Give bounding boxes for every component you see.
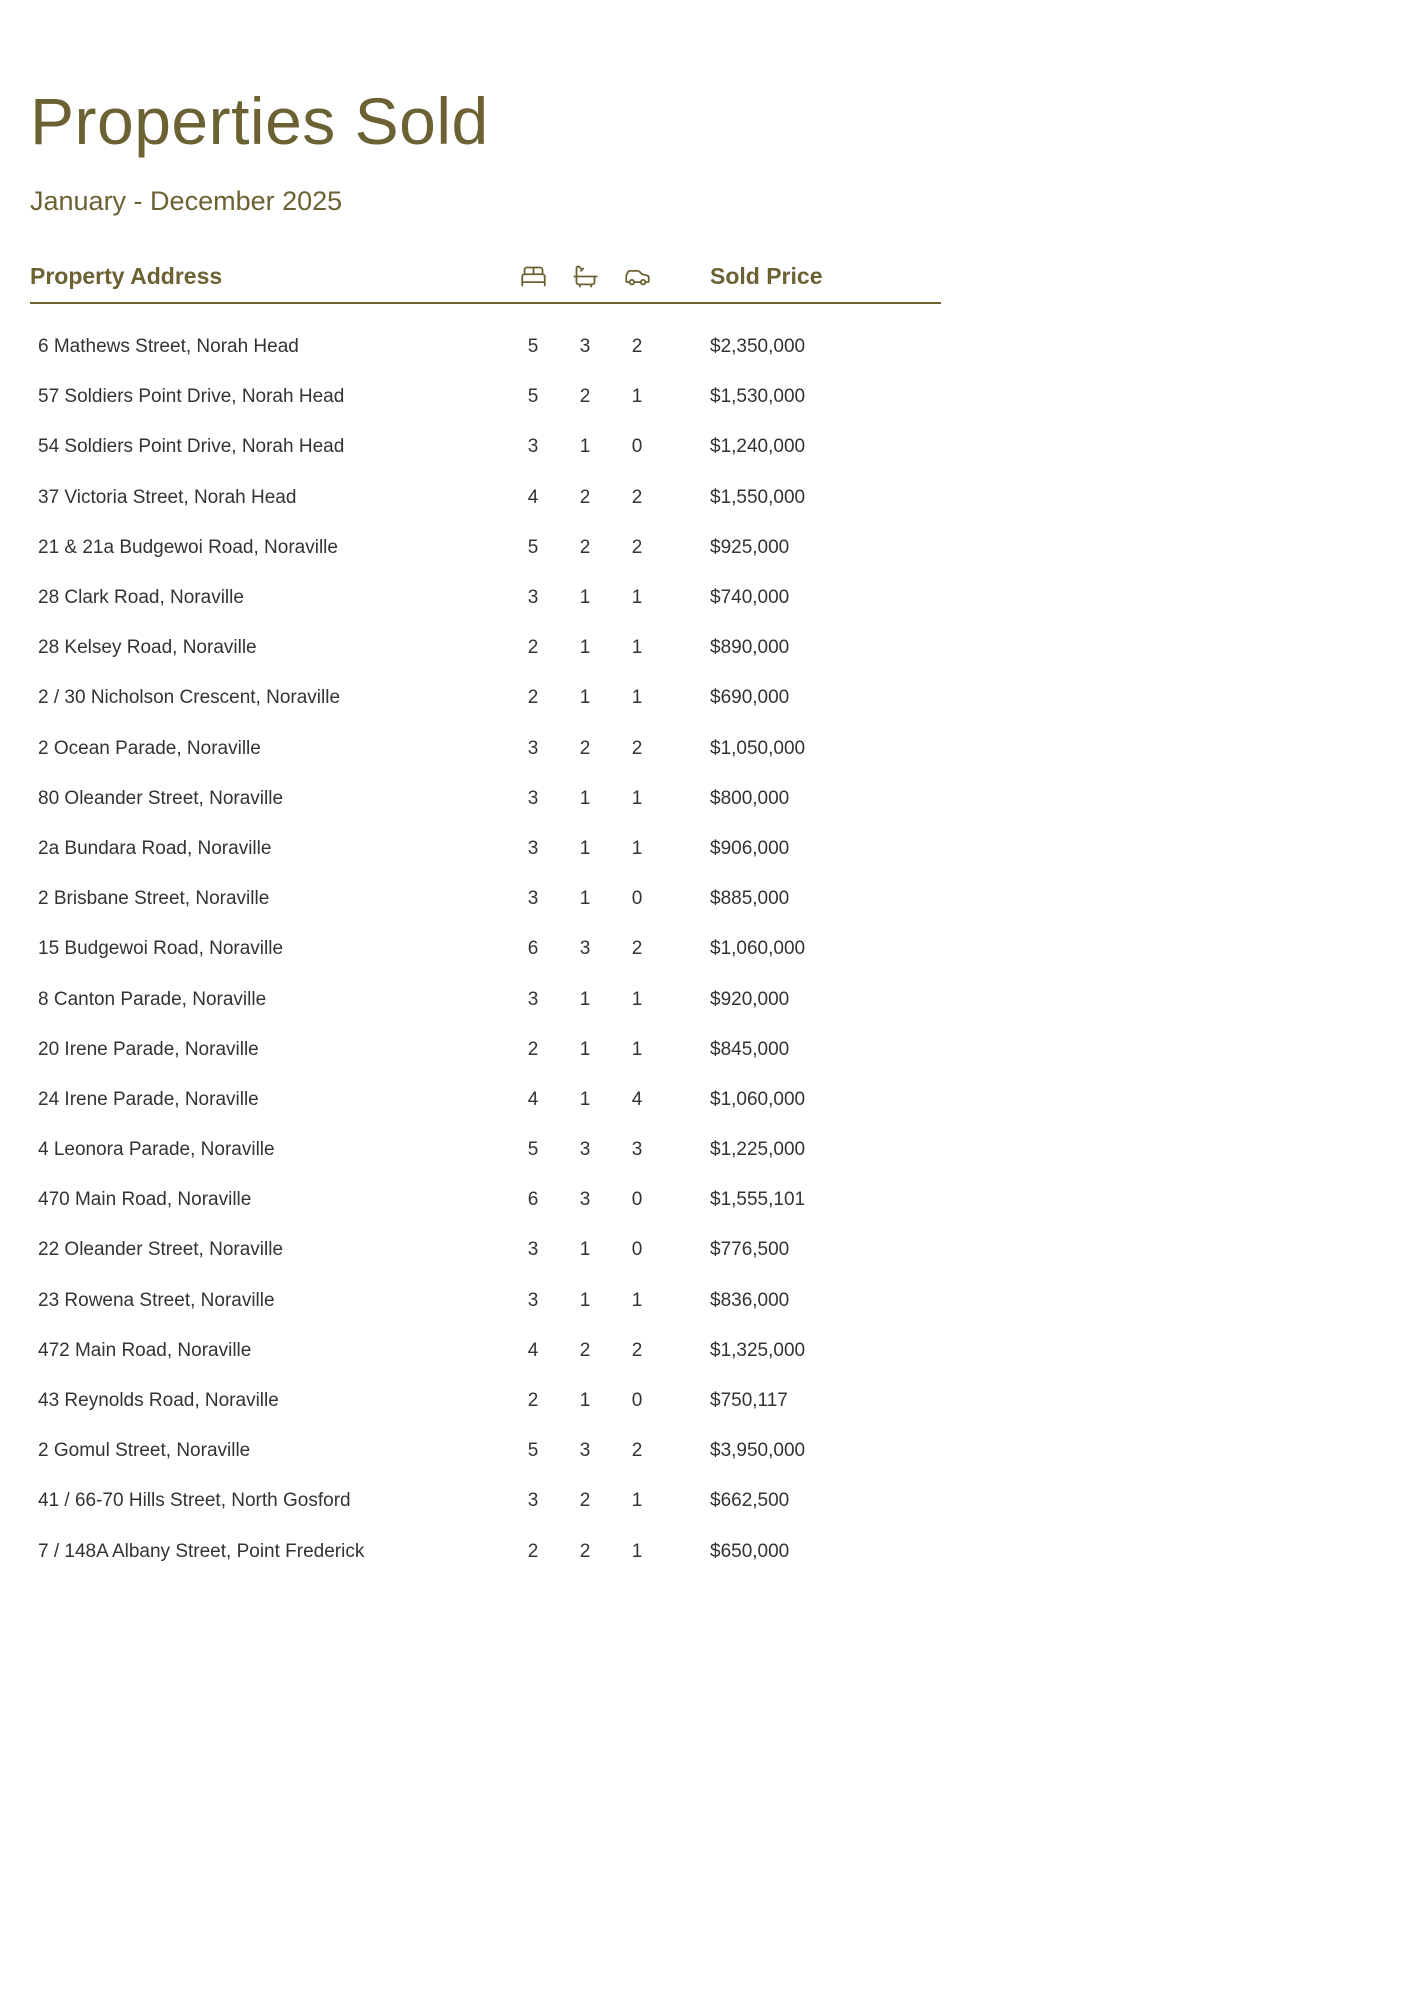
row-baths-count: 1 (579, 787, 591, 809)
row-address: 472 Main Road, Noraville (38, 1339, 252, 1361)
row-address: 4 Leonora Parade, Noraville (38, 1139, 275, 1161)
table-row (30, 523, 941, 573)
row-beds-count: 5 (527, 1440, 539, 1462)
row-address: 80 Oleander Street, Noraville (38, 787, 284, 809)
row-cars-count: 1 (631, 1540, 643, 1562)
row-baths-count: 1 (579, 988, 591, 1010)
row-baths-count: 1 (579, 1239, 591, 1261)
row-cars-count: 2 (631, 536, 643, 558)
row-cars-count: 1 (631, 988, 643, 1010)
table-row (30, 322, 941, 372)
page-title: Properties Sold (30, 84, 489, 158)
row-address: 22 Oleander Street, Noraville (38, 1239, 284, 1261)
table-row (30, 372, 941, 422)
row-address: 37 Victoria Street, Norah Head (38, 486, 297, 508)
row-sold-price: $1,555,101 (710, 1189, 806, 1211)
row-address: 21 & 21a Budgewoi Road, Noraville (38, 536, 338, 558)
table-row (30, 1025, 941, 1075)
row-cars-count: 1 (631, 787, 643, 809)
table-row (30, 1276, 941, 1326)
row-baths-count: 3 (579, 938, 591, 960)
row-baths-count: 2 (579, 386, 591, 408)
row-cars-count: 1 (631, 587, 643, 609)
row-cars-count: 2 (631, 1339, 643, 1361)
row-cars-count: 4 (631, 1088, 643, 1110)
table-row (30, 724, 941, 774)
row-sold-price: $800,000 (710, 787, 790, 809)
header-property-address: Property Address (30, 263, 223, 289)
row-baths-count: 1 (579, 587, 591, 609)
row-beds-count: 2 (527, 1390, 539, 1412)
row-sold-price: $920,000 (710, 988, 790, 1010)
row-beds-count: 3 (527, 837, 539, 859)
row-cars-count: 0 (631, 1239, 643, 1261)
row-beds-count: 3 (527, 436, 539, 458)
row-beds-count: 3 (527, 1239, 539, 1261)
row-baths-count: 1 (579, 837, 591, 859)
row-baths-count: 1 (579, 1289, 591, 1311)
row-cars-count: 0 (631, 888, 643, 910)
row-address: 20 Irene Parade, Noraville (38, 1038, 259, 1060)
row-beds-count: 5 (527, 336, 539, 358)
table-row (30, 1376, 941, 1426)
table-row (30, 1175, 941, 1225)
row-address: 8 Canton Parade, Noraville (38, 988, 267, 1010)
row-cars-count: 2 (631, 1440, 643, 1462)
table-row (30, 924, 941, 974)
row-beds-count: 6 (527, 938, 539, 960)
row-address: 2 Ocean Parade, Noraville (38, 737, 261, 759)
row-sold-price: $740,000 (710, 587, 790, 609)
table-row (30, 623, 941, 673)
row-baths-count: 3 (579, 336, 591, 358)
row-sold-price: $3,950,000 (710, 1440, 806, 1462)
table-body (30, 304, 941, 1577)
row-cars-count: 3 (631, 1139, 643, 1161)
row-sold-price: $776,500 (710, 1239, 790, 1261)
row-cars-count: 1 (631, 687, 643, 709)
row-beds-count: 5 (527, 386, 539, 408)
row-cars-count: 0 (631, 436, 643, 458)
row-cars-count: 0 (631, 1390, 643, 1412)
table-row (30, 422, 941, 472)
table-row (30, 1326, 941, 1376)
row-sold-price: $1,060,000 (710, 1088, 806, 1110)
row-address: 54 Soldiers Point Drive, Norah Head (38, 436, 345, 458)
header-sold-price: Sold Price (710, 263, 823, 289)
row-address: 28 Kelsey Road, Noraville (38, 637, 257, 659)
table-row (30, 1476, 941, 1526)
table-row (30, 824, 941, 874)
table-row (30, 974, 941, 1024)
row-sold-price: $1,530,000 (710, 386, 806, 408)
row-sold-price: $925,000 (710, 536, 790, 558)
row-sold-price: $1,050,000 (710, 737, 806, 759)
row-sold-price: $890,000 (710, 637, 790, 659)
row-sold-price: $1,325,000 (710, 1339, 806, 1361)
row-cars-count: 2 (631, 737, 643, 759)
row-sold-price: $690,000 (710, 687, 790, 709)
row-baths-count: 2 (579, 486, 591, 508)
row-address: 2 Gomul Street, Noraville (38, 1440, 251, 1462)
row-address: 41 / 66-70 Hills Street, North Gosford (38, 1490, 351, 1512)
table-row (30, 1225, 941, 1275)
row-sold-price: $1,240,000 (710, 436, 806, 458)
row-beds-count: 2 (527, 1540, 539, 1562)
table-row (30, 673, 941, 723)
row-baths-count: 3 (579, 1440, 591, 1462)
row-baths-count: 1 (579, 687, 591, 709)
row-sold-price: $1,225,000 (710, 1139, 806, 1161)
row-beds-count: 3 (527, 737, 539, 759)
row-address: 57 Soldiers Point Drive, Norah Head (38, 386, 345, 408)
row-beds-count: 2 (527, 1038, 539, 1060)
row-address: 2a Bundara Road, Noraville (38, 837, 272, 859)
row-sold-price: $662,500 (710, 1490, 790, 1512)
properties-table (30, 263, 941, 1577)
table-row (30, 1075, 941, 1125)
row-baths-count: 2 (579, 1339, 591, 1361)
row-baths-count: 1 (579, 1088, 591, 1110)
row-sold-price: $2,350,000 (710, 336, 806, 358)
row-address: 2 / 30 Nicholson Crescent, Noraville (38, 687, 341, 709)
row-cars-count: 2 (631, 336, 643, 358)
table-row (30, 774, 941, 824)
row-sold-price: $845,000 (710, 1038, 790, 1060)
row-beds-count: 6 (527, 1189, 539, 1211)
row-sold-price: $650,000 (710, 1540, 790, 1562)
row-address: 23 Rowena Street, Noraville (38, 1289, 275, 1311)
row-address: 7 / 148A Albany Street, Point Frederick (38, 1540, 365, 1562)
row-cars-count: 2 (631, 486, 643, 508)
row-cars-count: 1 (631, 1490, 643, 1512)
row-sold-price: $750,117 (710, 1390, 788, 1412)
row-address: 6 Mathews Street, Norah Head (38, 336, 299, 358)
row-beds-count: 3 (527, 587, 539, 609)
row-cars-count: 2 (631, 938, 643, 960)
row-sold-price: $906,000 (710, 837, 790, 859)
row-baths-count: 1 (579, 1390, 591, 1412)
row-beds-count: 3 (527, 988, 539, 1010)
row-address: 43 Reynolds Road, Noraville (38, 1390, 279, 1412)
row-beds-count: 5 (527, 1139, 539, 1161)
row-cars-count: 1 (631, 1289, 643, 1311)
bed-icon (507, 263, 559, 290)
table-header-row (30, 263, 941, 304)
row-baths-count: 1 (579, 436, 591, 458)
row-sold-price: $1,550,000 (710, 486, 806, 508)
row-baths-count: 2 (579, 536, 591, 558)
row-beds-count: 3 (527, 888, 539, 910)
row-baths-count: 2 (579, 737, 591, 759)
row-beds-count: 3 (527, 1490, 539, 1512)
row-cars-count: 1 (631, 837, 643, 859)
row-beds-count: 2 (527, 687, 539, 709)
row-address: 15 Budgewoi Road, Noraville (38, 938, 284, 960)
car-icon (611, 263, 663, 290)
row-baths-count: 1 (579, 1038, 591, 1060)
row-baths-count: 2 (579, 1490, 591, 1512)
row-beds-count: 3 (527, 1289, 539, 1311)
row-sold-price: $1,060,000 (710, 938, 806, 960)
row-address: 24 Irene Parade, Noraville (38, 1088, 259, 1110)
row-address: 470 Main Road, Noraville (38, 1189, 252, 1211)
row-beds-count: 4 (527, 1088, 539, 1110)
row-address: 2 Brisbane Street, Noraville (38, 888, 270, 910)
row-baths-count: 2 (579, 1540, 591, 1562)
row-beds-count: 4 (527, 1339, 539, 1361)
table-row (30, 573, 941, 623)
row-baths-count: 1 (579, 637, 591, 659)
row-sold-price: $836,000 (710, 1289, 790, 1311)
bath-icon (559, 263, 611, 290)
row-cars-count: 1 (631, 1038, 643, 1060)
row-sold-price: $885,000 (710, 888, 790, 910)
row-beds-count: 4 (527, 486, 539, 508)
row-cars-count: 0 (631, 1189, 643, 1211)
row-baths-count: 1 (579, 888, 591, 910)
row-baths-count: 3 (579, 1189, 591, 1211)
row-beds-count: 2 (527, 637, 539, 659)
row-cars-count: 1 (631, 637, 643, 659)
row-baths-count: 3 (579, 1139, 591, 1161)
row-beds-count: 3 (527, 787, 539, 809)
row-beds-count: 5 (527, 536, 539, 558)
page-subtitle: January - December 2025 (30, 186, 343, 216)
table-row (30, 1527, 941, 1577)
row-address: 28 Clark Road, Noraville (38, 587, 244, 609)
row-cars-count: 1 (631, 386, 643, 408)
table-row (30, 1426, 941, 1476)
table-row (30, 473, 941, 523)
table-row (30, 874, 941, 924)
table-row (30, 1125, 941, 1175)
